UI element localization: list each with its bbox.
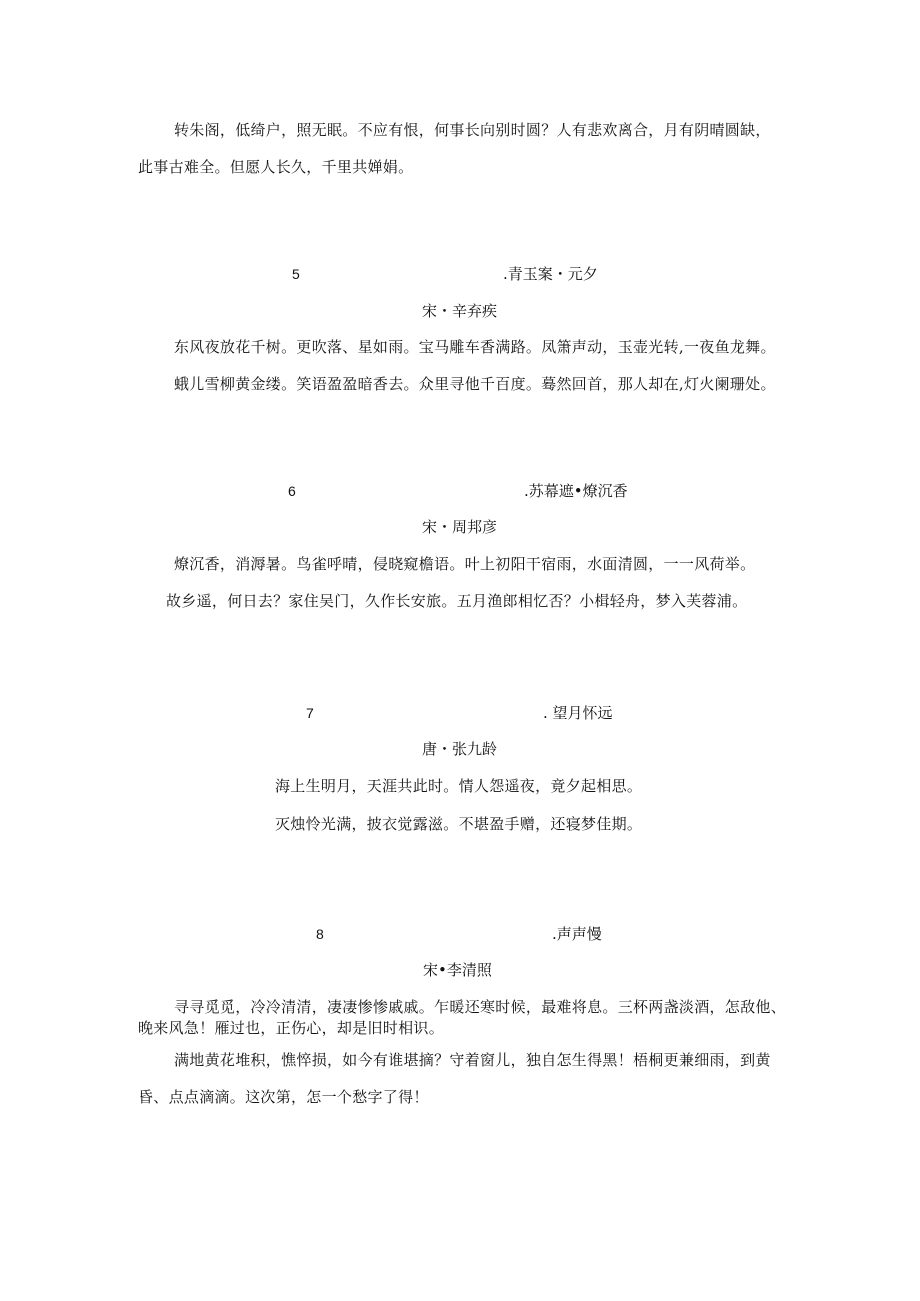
poem-5-number: 5: [292, 266, 300, 282]
poem-5-title: .青玉案・元夕: [503, 265, 598, 283]
poem-7-line-2: 灭烛怜光满，披衣觉露滋。不堪盈手赠，还寝梦佳期。: [275, 815, 643, 833]
poem-8-line-1: 寻寻觅觅，冷冷清清，凄凄惨惨戚戚。乍暖还寒时候，最难将息。三杯两盏淡酒，怎敌他、: [174, 998, 787, 1016]
poem-6-line-1: 燎沉香，消溽暑。鸟雀呼晴，侵晓窥檐语。叶上初阳干宿雨，水面清圆，一一风荷举。: [174, 555, 756, 573]
poem-7-author: 唐・张九龄: [422, 740, 498, 758]
poem-8-line-4: 昏、点点滴滴。这次第，怎一个愁字了得！: [138, 1088, 429, 1106]
poem-7-number: 7: [306, 705, 314, 721]
poem-7-title: . 望月怀远: [543, 704, 613, 722]
poem-6-number: 6: [288, 483, 296, 499]
poem-7-line-1: 海上生明月，天涯共此时。情人怨遥夜，竟夕起相思。: [275, 777, 643, 795]
poem-6-author: 宋・周邦彦: [422, 518, 498, 536]
poem-5-line-2: 蛾儿雪柳黄金缕。笑语盈盈暗香去。众里寻他千百度。蓦然回首，那人却在,灯火阑珊处。: [174, 375, 776, 393]
poem-6-line-2: 故乡遥，何日去？家住吴门，久作长安旅。五月渔郎相忆否？小楫轻舟，梦入芙蓉浦。: [166, 592, 748, 610]
poem-8-line-2: 晚来风急！雁过也，正伤心，却是旧时相识。: [138, 1019, 445, 1037]
intro-poem-line-1: 转朱阁，低绮户，照无眠。不应有恨，何事长向别时圆？人有悲欢离合，月有阴晴圆缺，: [174, 121, 771, 139]
intro-poem-line-2: 此事古难全。但愿人长久，千里共婵娟。: [138, 158, 414, 176]
poem-5-line-1: 东风夜放花千树。更吹落、星如雨。宝马雕车香满路。凤箫声动，玉壶光转,一夜鱼龙舞。: [174, 338, 776, 356]
poem-5-author: 宋・辛弃疾: [422, 302, 498, 320]
poem-8-line-3: 满地黄花堆积，憔悴损，如今有谁堪摘？守着窗儿，独自怎生得黑！梧桐更兼细雨，到黄: [174, 1051, 771, 1069]
poem-8-number: 8: [316, 926, 324, 942]
poem-8-author: 宋•李清照: [423, 961, 492, 979]
poem-6-title: .苏幕遮•燎沉香: [524, 482, 628, 500]
poem-8-title: .声声慢: [552, 925, 602, 943]
